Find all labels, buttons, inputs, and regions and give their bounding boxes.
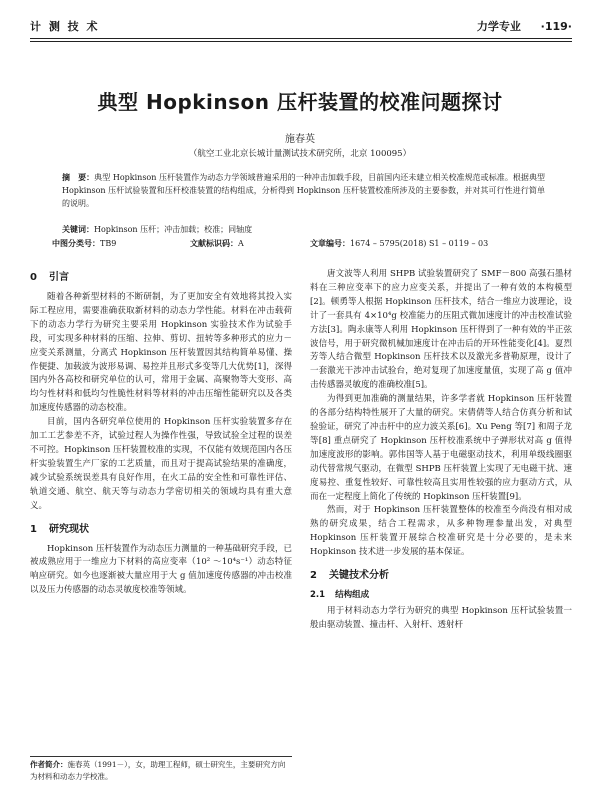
footnote-text: 施春英（1991－），女，助理工程师，硕士研究生，主要研究方向为材料和动态力学校准。 <box>30 760 286 781</box>
header-rule-thin <box>30 41 572 42</box>
author-footnote <box>30 759 292 783</box>
left-column <box>30 268 292 598</box>
status-paragraph-2: 唐文波等人利用 SHPB 试验装置研究了 SMF－800 高强石墨材料在三种应变率下的应力应变关系，并提出了一种有效的本构模型[2]。顿勇等人根据 Hopkinson 压杆技术，结合一维应力波理论，设计了一套具有 4×10⁴g 校准能力的压阻式微加速度计的冲击校准试验方法[3]。陶永康等人利用 Hopkinson 压杆得到了一种有效的半正弦波信号，用于研究微机械加速度计在冲击后的开环性能变化[4]。夏烈芳等人结合微型 Hopkinson 压杆技术以及激光多普勒原理，设计了一套激光干涉冲击试验台，绝对复现了加速度量值，实现了高 g 值冲击传感器灵敏度的准确校准[5]。 <box>310 269 572 391</box>
section-heading-key-tech: 2 关键技术分析 <box>310 570 389 582</box>
keywords <box>62 223 545 236</box>
status-paragraph-3: 为得到更加准确的测量结果，许多学者就 Hopkinson 压杆装置的各部分结构特性展开了大量的研究。宋倩倩等人结合仿真分析和试验验证，研究了冲击杆中的应力波关系[6]。Xu Peng 等[7] 和周子龙等[8] 重点研究了 Hopkinson 压杆校准系统中子弹形状对高 g 值得加速度波形的影响。郭伟国等人基于电磁驱动技术，利用单级线圈驱动代替常规气驱动，在微型 SHPB 压杆装置上实现了无电磁干扰、速度易控、重复性较好、可靠性较高且实用性较强的应力驱动方式，从而在一定程度上简化了传统的 Hopkinson 压杆装置[9]。 <box>310 394 572 502</box>
running-header <box>30 16 572 36</box>
header-right <box>461 18 572 34</box>
section-heading-status: 1 研究现状 <box>30 523 89 535</box>
intro-paragraph-1: 随着各种新型材料的不断研制，为了更加安全有效地将其投入实际工程应用，需要准确获取新材料的动态力学性能。材料在冲击载荷下的动态力学行为研究主要采用 Hopkinson 实验技术作为试验手段，可实现多种材料的压缩、拉伸、剪切、扭转等多种形式的应力－应变关系测量，分离式 Hopkinson 压杆装置因其结构简单易懂、操作便捷、加载波为波形易调、易控并且形式多变等几大优势[1]，深得国内外各高校和研究单位的认可，常用于金属、高聚物等大变形、高均匀性材料和低均匀性脆性材料等材料的冲击压缩性能研究以及各类加速度传感器的动态校准。 <box>30 292 292 414</box>
header-rule-thick <box>30 38 572 39</box>
clc-number: 中图分类号：TB9 <box>52 239 117 248</box>
document-code: 文献标识码：A <box>190 239 244 248</box>
author-name: 施春英 <box>285 134 315 145</box>
structure-paragraph-1: 用于材料动态力学行为研究的典型 Hopkinson 压杆试验装置一般由驱动装置、撞击杆、入射杆、透射杆 <box>310 605 572 630</box>
author-affiliation: （航空工业北京长城计量测试技术研究所，北京 100095） <box>188 149 412 159</box>
section-tag: 力学专业 <box>476 20 521 33</box>
footnote-label: 作者简介： <box>30 760 68 769</box>
abstract-label: 摘 要： <box>62 173 95 182</box>
article-title: 典型 Hopkinson 压杆装置的校准问题探讨 <box>97 90 503 114</box>
intro-paragraph-2: 目前，国内各研究单位使用的 Hopkinson 压杆实验装置多存在加工工艺参差不齐，试验过程人为操作性强，导致试验全过程的误差不可控。Hopkinson 压杆装置校准的实现，不仅能有效规范国内各压杆实验装置生产厂家的工艺质量，而且对于提高试验结果的准确度，减少试验系统误差具有良好作用，在火工品的安全性和可靠性评估、轨道交通、航空、航天等与动态力学密切相关的领域均具有重大意义。 <box>30 417 292 511</box>
abstract <box>62 171 545 210</box>
footnote-rule <box>30 756 292 757</box>
article-number: 文章编号：1674 – 5795(2018) S1 – 0119 – 03 <box>310 239 489 248</box>
right-column <box>310 268 572 633</box>
keywords-label: 关键词： <box>62 225 94 234</box>
keywords-text: Hopkinson 压杆；冲击加载；校准；同轴度 <box>94 225 253 234</box>
journal-name: 计 测 技 术 <box>30 20 100 33</box>
status-paragraph-4: 然而，对于 Hopkinson 压杆装置整体的校准至今尚没有相对成熟的研究成果，结合工程需求，从多种物理参量出发，对典型 Hopkinson 压杆装置开展综合校准研究是十分必要的，是未来 Hopkinson 技术进一步发展的基本保证。 <box>310 505 572 558</box>
status-paragraph-1: Hopkinson 压杆装置作为动态压力测量的一种基础研究手段，已被成熟应用于一维应力下材料的高应变率（10² ～10⁴s⁻¹）动态特征响应研究。如今也逐渐被大量应用于大 g 值加速度传感器的冲击校准以及压力传感器的动态灵敏度校准等领域。 <box>30 543 292 596</box>
abstract-text: 典型 Hopkinson 压杆装置作为动态力学领域普遍采用的一种冲击加载手段，目前国内还未建立相关校准规范或标准。根据典型 Hopkinson 压杆试验装置和压杆校准装置的结构组成，分析得到 Hopkinson 压杆装置校准所涉及的主要参数，并对其可行性进行简单的说明。 <box>62 173 545 208</box>
page-number: ·119· <box>540 20 572 33</box>
subsection-heading-structure: 2.1 结构组成 <box>310 590 370 601</box>
section-heading-intro: 0 引言 <box>30 272 69 283</box>
